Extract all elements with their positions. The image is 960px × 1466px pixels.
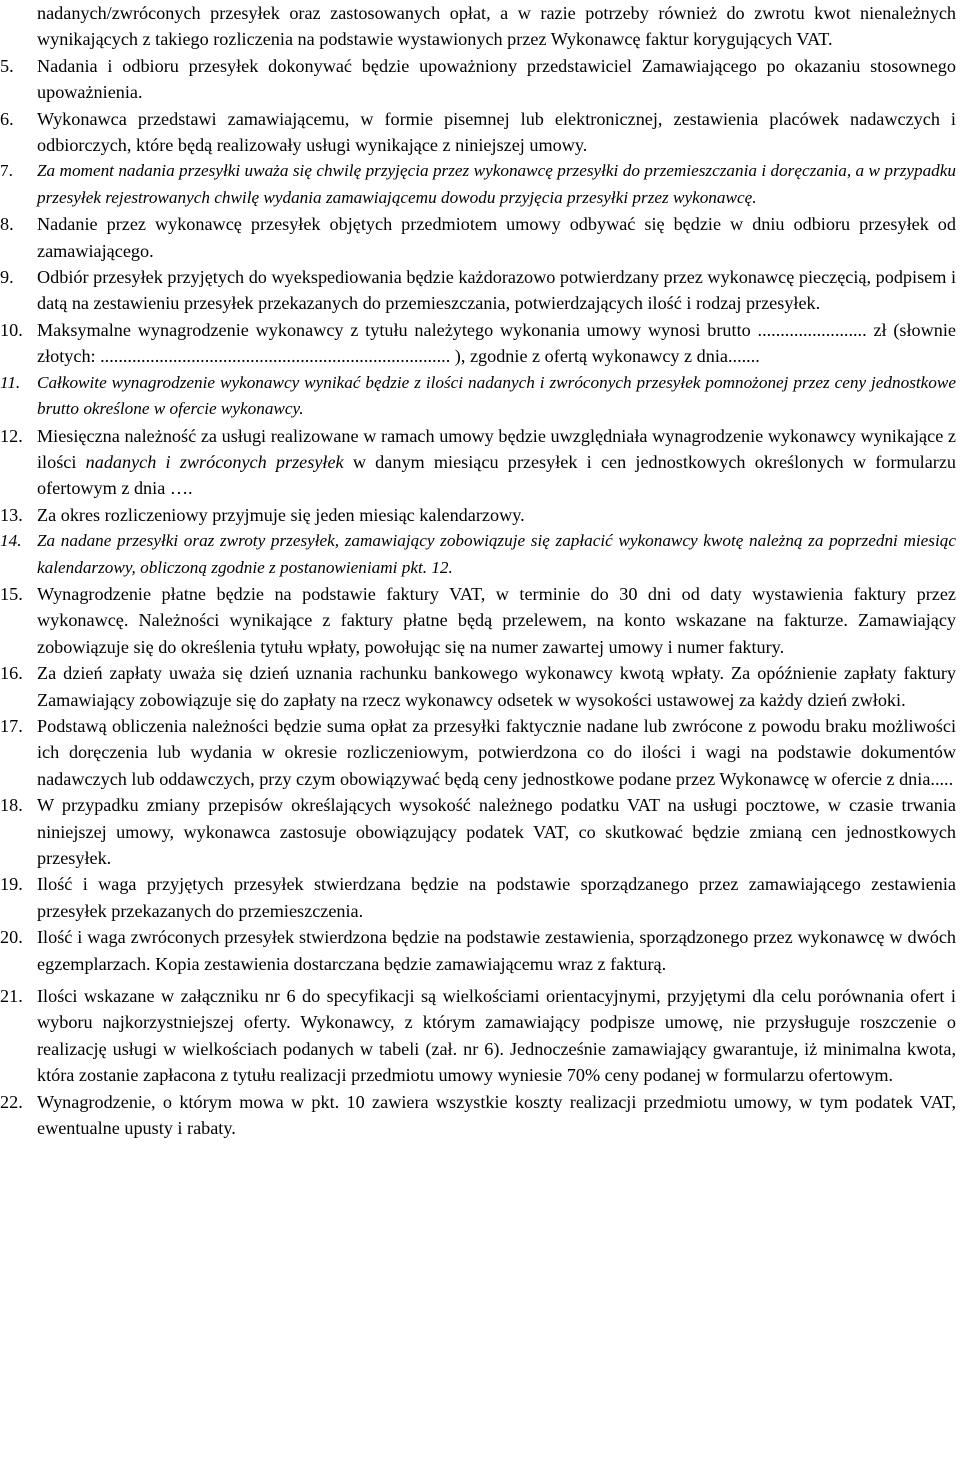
list-item-9 [0, 264, 956, 317]
item-number: 17. [0, 715, 23, 736]
item-number: 20. [0, 927, 23, 948]
list-item-15 [0, 581, 956, 660]
item-text: Ilość i waga przyjętych przesyłek stwierdzana będzie na podstawie sporządzanego przez zamawiającego zestawienia przesyłek przekazanych do przemieszczenia. [37, 874, 956, 921]
item-text: Wynagrodzenie, o którym mowa w pkt. 10 zawiera wszystkie koszty realizacji przedmiotu umowy, w tym podatek VAT, ewentualne upusty i rabaty. [37, 1091, 956, 1139]
item-text: Za dzień zapłaty uważa się dzień uznania rachunku bankowego wykonawcy kwotą wpłaty. Za opóźnienie zapłaty faktury Zamawiający zobowiązuje się do zapłaty na rzecz wykonawcy odsetek w wysokości ustawowej za każdy dzień zwłoki. [37, 663, 956, 710]
list-item-22 [0, 1089, 956, 1142]
item-text: Za nadane przesyłki oraz zwroty przesyłek, zamawiający zobowiązuje się zapłacić wykonawcy kwotę należną za poprzedni miesiąc kalendarzowy, obliczoną zgodnie z postanowieniami pkt. 12. [37, 531, 956, 577]
item-text: W przypadku zmiany przepisów określających wysokość należnego podatku VAT na usługi pocztowe, w czasie trwania niniejszej umowy, wykonawca zastosuje obowiązujący podatek VAT, co skutkować będzie zmianą cen jednostkowych przesyłek. [37, 795, 956, 868]
item-number: 11. [0, 372, 21, 392]
item-number: 9. [0, 267, 14, 288]
item-text: Nadania i odbioru przesyłek dokonywać będzie upoważniony przedstawiciel Zamawiającego po okazaniu stosownego upoważnienia. [37, 55, 956, 103]
item-number: 19. [0, 874, 23, 895]
item-number: 7. [0, 161, 13, 181]
list-item-14 [0, 528, 956, 581]
item-number: 13. [0, 504, 23, 525]
list-item-16 [0, 660, 956, 713]
item-text: Za okres rozliczeniowy przyjmuje się jeden miesiąc kalendarzowy. [37, 504, 525, 525]
item-number: 21. [0, 986, 23, 1007]
item-number: 8. [0, 214, 14, 235]
list-item-18 [0, 792, 956, 871]
item-text: Ilość i waga zwróconych przesyłek stwierdzona będzie na podstawie zestawienia, sporządzonego przez wykonawcę w dwóch egzemplarzach. Kopia zestawienia dostarczana będzie zamawiającemu wraz z fakturą. [37, 927, 956, 974]
list-item-19 [0, 871, 956, 924]
item-text-italic: nadanych i zwróconych przesyłek [85, 451, 344, 472]
item-text: Za moment nadania przesyłki uważa się chwilę przyjęcia przez wykonawcę przesyłki do przemieszczania i doręczania, a w przypadku przesyłek rejestrowanych chwilę wydania zamawiającemu dowodu przyjęcia przesyłki przez wykonawcę. [37, 161, 956, 207]
item-text: Ilości wskazane w załączniku nr 6 do specyfikacji są wielkościami orientacyjnymi, przyjętymi dla celu porównania ofert i wyboru najkorzystniejszej oferty. Wykonawcy, z którym zamawiający podpisze umowę, nie przysługuje roszczenie o realizację usługi w wielkościach podanych w tabeli (zał. nr 6). Jednocześnie zamawiający gwarantuje, iż minimalna kwota, która zostanie zapłacona z tytułu realizacji przedmiotu umowy wyniesie 70% ceny podanej w formularzu ofertowym. [37, 986, 956, 1086]
item-text: Wynagrodzenie płatne będzie na podstawie faktury VAT, w terminie do 30 dni od daty wystawienia faktury przez wykonawcę. Należności wynikające z faktury płatne będą przelewem, na konto wskazane na fakturze. Zamawiający zobowiązuje się do określenia tytułu wpłaty, powołując się na numer zawartej umowy i numer faktury. [37, 583, 956, 657]
item-number: 14. [0, 531, 22, 551]
numbered-list [0, 53, 956, 1142]
list-item-8 [0, 211, 956, 264]
list-item-5 [0, 53, 956, 106]
item-number: 22. [0, 1091, 23, 1112]
list-item-12 [0, 423, 956, 502]
list-item-21 [0, 983, 956, 1089]
item-text: Całkowite wynagrodzenie wykonawcy wynikać będzie z ilości nadanych i zwróconych przesyłek pomnożonej przez ceny jednostkowe brutto określone w ofercie wykonawcy. [37, 372, 956, 419]
list-item-6 [0, 106, 956, 159]
item-number: 16. [0, 663, 23, 684]
item-text: Odbiór przesyłek przyjętych do wyekspediowania będzie każdorazowo potwierdzany przez wykonawcę pieczęcią, podpisem i datą na zestawieniu przesyłek przekazanych do przemieszczania, potwierdzających ilość i rodzaj przesyłek. [37, 267, 956, 314]
list-item-13 [0, 502, 956, 528]
list-item-7 [0, 158, 956, 211]
item-text-part: Miesięczna należność za usługi realizowane w ramach umowy będzie uwzględniała wynagrodzenie wykonawcy wynikające z ilości [37, 425, 956, 472]
item-number: 6. [0, 108, 14, 129]
item-text: Wykonawca przedstawi zamawiającemu, w formie pisemnej lub elektronicznej, zestawienia placówek nadawczych i odbiorczych, które będą realizowały usługi wynikające z niniejszej umowy. [37, 108, 956, 156]
list-item-20 [0, 924, 956, 977]
list-item-11 [0, 370, 956, 423]
item-number: 5. [0, 55, 14, 76]
item-text-part: w danym miesiącu przesyłek i cen jednostkowych określonych w formularzu ofertowym z dnia …. [37, 451, 957, 499]
item-number: 10. [0, 319, 23, 340]
list-item-17 [0, 713, 956, 792]
item-number: 18. [0, 795, 23, 816]
continuation-paragraph: nadanych/zwróconych przesyłek oraz zastosowanych opłat, a w razie potrzeby również do zwrotu kwot nienależnych wynikających z takiego rozliczenia na podstawie wystawionych przez Wykonawcę faktur korygujących VAT. [37, 3, 956, 50]
item-number: 15. [0, 583, 23, 604]
item-number: 12. [0, 425, 23, 446]
item-text: Podstawą obliczenia należności będzie suma opłat za przesyłki faktycznie nadane lub zwrócone z powodu braku możliwości ich doręczenia lub wydania w okresie rozliczeniowym, potwierdzona co do ilości i wagi na podstawie dokumentów nadawczych lub oddawczych, przy czym obowiązywać będą ceny jednostkowe podane przez Wykonawcę w ofercie z dnia..... [37, 715, 956, 789]
item-text [37, 423, 956, 502]
item-text: Nadanie przez wykonawcę przesyłek objętych przedmiotem umowy odbywać się będzie w dniu odbioru przesyłek od zamawiającego. [37, 214, 956, 261]
item-text: Maksymalne wynagrodzenie wykonawcy z tytułu należytego wykonania umowy wynosi brutto ........................ zł (słownie złotych: ............................................................................. ), zgodnie z ofertą wykonawcy z dnia....... [37, 319, 956, 367]
list-item-10 [0, 317, 956, 370]
